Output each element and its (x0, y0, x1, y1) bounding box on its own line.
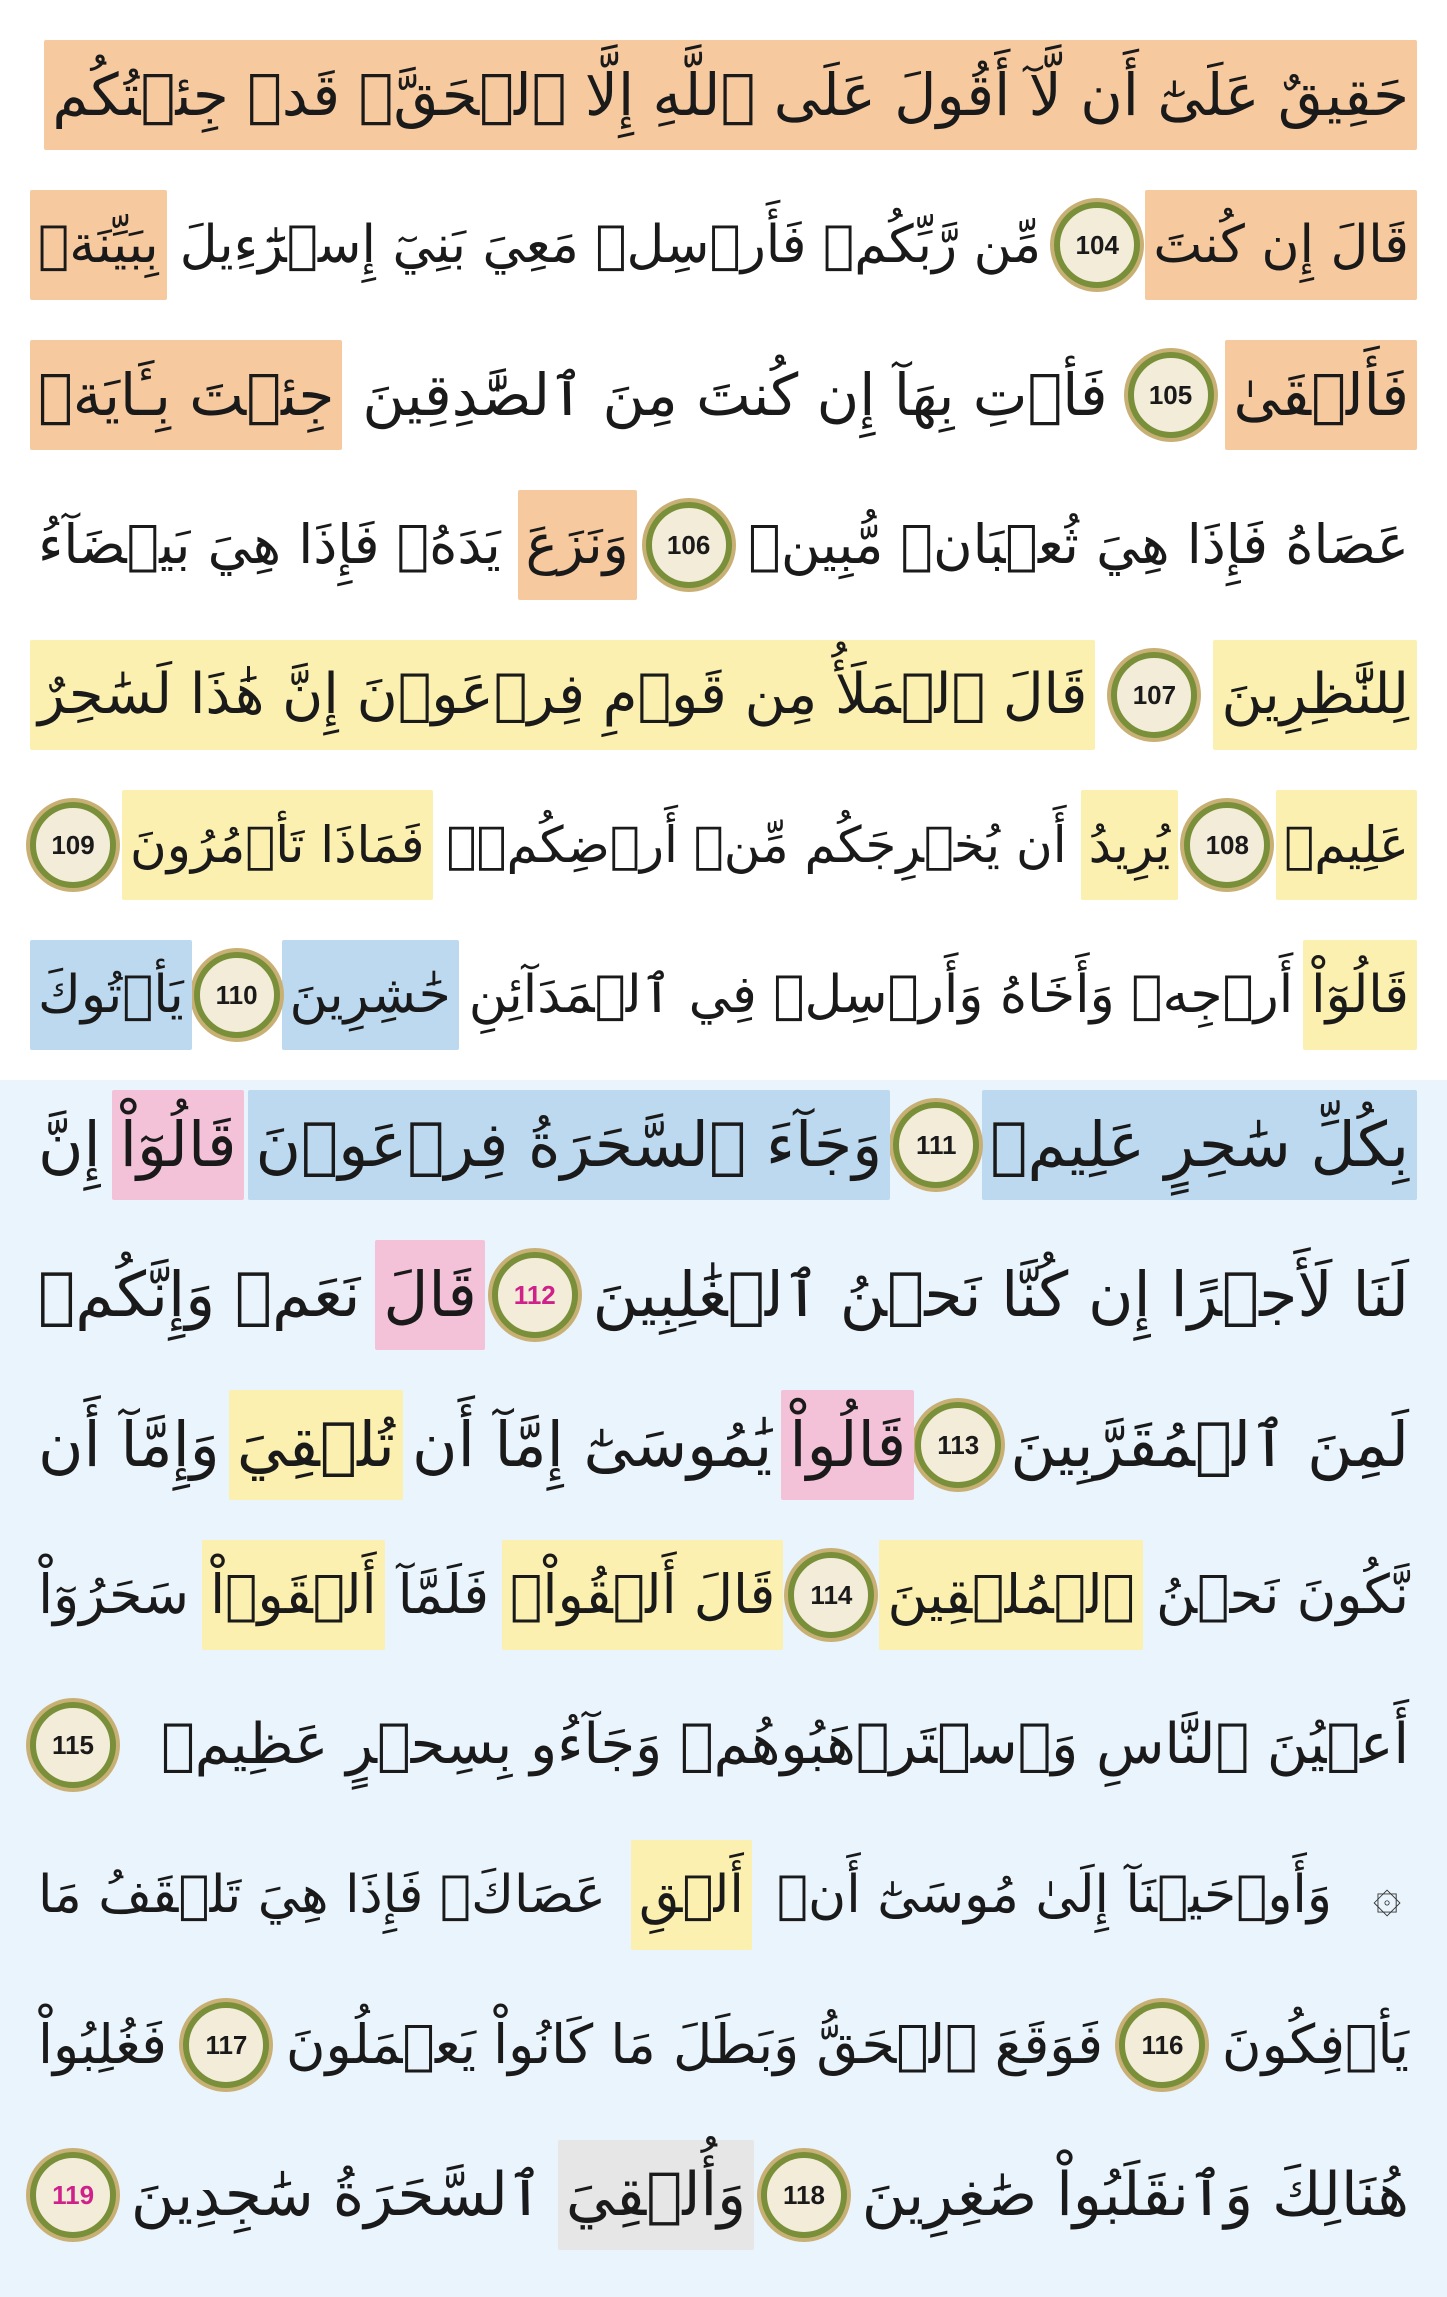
verse-text-segment[interactable]: وَأُلۡقِيَ (558, 2140, 754, 2250)
verse-line (30, 1980, 1417, 2110)
verse-text-segment[interactable]: قَالُوٓاْ (112, 1090, 245, 1200)
verse-text-segment[interactable]: لَمِنَ ٱلۡمُقَرَّبِينَ (1010, 1408, 1409, 1481)
verse-text-segment[interactable]: بِبَيِّنَةٖ (30, 190, 167, 300)
ayah-number-marker[interactable]: 112 (492, 1252, 578, 1338)
ayah-number-marker[interactable]: 117 (183, 2002, 269, 2088)
verse-text-segment[interactable]: قَالُوٓاْ (1303, 940, 1417, 1050)
verse-text-segment[interactable]: هُنَالِكَ وَٱنقَلَبُواْ صَٰغِرِينَ (861, 2160, 1409, 2230)
verse-line (30, 1230, 1417, 1360)
verse-line (30, 330, 1417, 460)
verse-text-segment[interactable]: أَلۡقَوۡاْ (202, 1540, 384, 1650)
verse-text-segment[interactable]: أَن يُخۡرِجَكُم مِّنۡ أَرۡضِكُمۡۖ (446, 816, 1067, 874)
verse-text-segment[interactable]: إِنَّ (38, 1108, 101, 1181)
verse-line (30, 1080, 1417, 1210)
verse-text-segment[interactable]: قَالَ إِن كُنتَ (1145, 190, 1417, 300)
verse-text-segment[interactable]: فَمَاذَا تَأۡمُرُونَ (122, 790, 432, 900)
ayah-number-marker[interactable]: 106 (646, 502, 732, 588)
ayah-number-marker[interactable]: 119 (30, 2152, 116, 2238)
ayah-number-marker[interactable]: 105 (1128, 352, 1214, 438)
verse-text-segment[interactable]: نَعَمۡ وَإِنَّكُمۡ (38, 1258, 361, 1331)
verse-text-segment[interactable]: قَالَ أَلۡقُواْۖ (502, 1540, 783, 1650)
verse-text-segment[interactable]: مِّن رَّبِّكُمۡ فَأَرۡسِلۡ مَعِيَ بَنِيٓ إِسۡرَٰٓءِيلَ (179, 215, 1042, 275)
verse-text-segment[interactable]: نَّكُونَ نَحۡنُ (1156, 1563, 1409, 1626)
verse-text-segment[interactable]: فَغُلِبُواْ (38, 2013, 167, 2076)
verse-text-segment[interactable]: ٱلسَّحَرَةُ سَٰجِدِينَ (130, 2160, 544, 2230)
ayah-number-marker[interactable]: 108 (1184, 802, 1270, 888)
verse-text-segment[interactable]: جِئۡتَ بِـَٔايَةٖ (30, 340, 342, 450)
verse-text-segment[interactable]: وَإِمَّآ أَن (38, 1408, 220, 1481)
verse-text-segment[interactable]: وَنَزَعَ (518, 490, 637, 600)
verse-text-segment[interactable]: وَجَآءَ ٱلسَّحَرَةُ فِرۡعَوۡنَ (248, 1090, 891, 1200)
verse-text-segment[interactable]: يَدَهُۥ فَإِذَا هِيَ بَيۡضَآءُ (38, 513, 501, 576)
verse-line (30, 30, 1417, 160)
verse-text-segment[interactable]: أَعۡيُنَ ٱلنَّاسِ وَٱسۡتَرۡهَبُوهُمۡ وَجَآءُو بِسِحۡرٍ عَظِيمٖ (161, 1712, 1409, 1777)
verse-text-segment[interactable]: حَٰشِرِينَ (282, 940, 459, 1050)
verse-text-segment[interactable]: بِكُلِّ سَٰحِرٍ عَلِيمٖ (982, 1090, 1417, 1200)
verse-text-segment[interactable]: فَأۡتِ بِهَآ إِن كُنتَ مِنَ ٱلصَّٰدِقِينَ (362, 361, 1108, 429)
verse-text-segment[interactable]: وَأَوۡحَيۡنَآ إِلَىٰ مُوسَىٰٓ أَنۡ (776, 1865, 1332, 1925)
ayah-number-marker[interactable]: 109 (30, 802, 116, 888)
verse-text-segment[interactable]: فَأَلۡقَىٰ (1225, 340, 1417, 450)
verse-text-segment[interactable]: فَوَقَعَ ٱلۡحَقُّ وَبَطَلَ مَا كَانُواْ يَعۡمَلُونَ (285, 2013, 1104, 2076)
verse-text-segment[interactable]: يُرِيدُ (1081, 790, 1179, 900)
verse-line (30, 630, 1417, 760)
ayah-number-marker[interactable]: 107 (1111, 652, 1197, 738)
verse-text-segment[interactable]: عَصَاهُ فَإِذَا هِيَ ثُعۡبَانٞ مُّبِينٞ (748, 513, 1409, 576)
verse-text-segment[interactable]: لَنَا لَأَجۡرًا إِن كُنَّا نَحۡنُ ٱلۡغَٰلِبِينَ (592, 1258, 1409, 1331)
verse-text-segment[interactable]: تُلۡقِيَ (229, 1390, 403, 1500)
verse-line (30, 180, 1417, 310)
verse-text-segment[interactable]: يَأۡفِكُونَ (1221, 2013, 1409, 2076)
verse-line (30, 1380, 1417, 1510)
ayah-number-marker[interactable]: 114 (788, 1552, 874, 1638)
verse-text-segment[interactable]: قَالُواْ (781, 1390, 914, 1500)
verse-text-segment[interactable]: سَحَرُوٓاْ (38, 1563, 190, 1626)
verse-line (30, 780, 1417, 910)
verse-text-segment[interactable]: حَقِيقٌ عَلَىٰٓ أَن لَّآ أَقُولَ عَلَى ٱللَّهِ إِلَّا ٱلۡحَقَّۚ قَدۡ جِئۡتُكُم (44, 40, 1417, 150)
verse-text-segment[interactable]: عَصَاكَۖ فَإِذَا هِيَ تَلۡقَفُ مَا (38, 1865, 606, 1925)
verse-text-segment[interactable]: عَلِيمٞ (1276, 790, 1417, 900)
verse-text-segment[interactable]: قَالَ ٱلۡمَلَأُ مِن قَوۡمِ فِرۡعَوۡنَ إِنَّ هَٰذَا لَسَٰحِرٌ (30, 640, 1095, 750)
verse-line (30, 1830, 1417, 1960)
hizb-star-icon: ۞ (1372, 1867, 1402, 1923)
verse-text-segment[interactable]: لِلنَّٰظِرِينَ (1213, 640, 1417, 750)
ayah-number-marker[interactable]: 104 (1054, 202, 1140, 288)
verse-text-segment[interactable]: ٱلۡمُلۡقِينَ (879, 1540, 1142, 1650)
verse-line (30, 1530, 1417, 1660)
ayah-number-marker[interactable]: 110 (194, 952, 280, 1038)
ayah-number-marker[interactable]: 116 (1119, 2002, 1205, 2088)
ayah-number-marker[interactable]: 118 (761, 2152, 847, 2238)
verse-line (30, 1680, 1417, 1810)
verse-text-segment[interactable]: أَلۡقِ (631, 1840, 752, 1950)
verse-text-segment[interactable]: يَأۡتُوكَ (30, 940, 192, 1050)
ayah-number-marker[interactable]: 115 (30, 1702, 116, 1788)
ayah-number-marker[interactable]: 111 (893, 1102, 979, 1188)
verse-line (30, 480, 1417, 610)
verse-text-segment[interactable]: قَالَ (375, 1240, 485, 1350)
ayah-number-marker[interactable]: 113 (915, 1402, 1001, 1488)
verse-line (30, 2130, 1417, 2260)
verse-text-segment[interactable]: فَلَمَّآ (397, 1563, 490, 1626)
verse-text-segment[interactable]: يَٰمُوسَىٰٓ إِمَّآ أَن (412, 1408, 773, 1481)
verse-line (30, 930, 1417, 1060)
verse-text-segment[interactable]: أَرۡجِهۡ وَأَخَاهُ وَأَرۡسِلۡ فِي ٱلۡمَدَآئِنِ (468, 965, 1294, 1025)
